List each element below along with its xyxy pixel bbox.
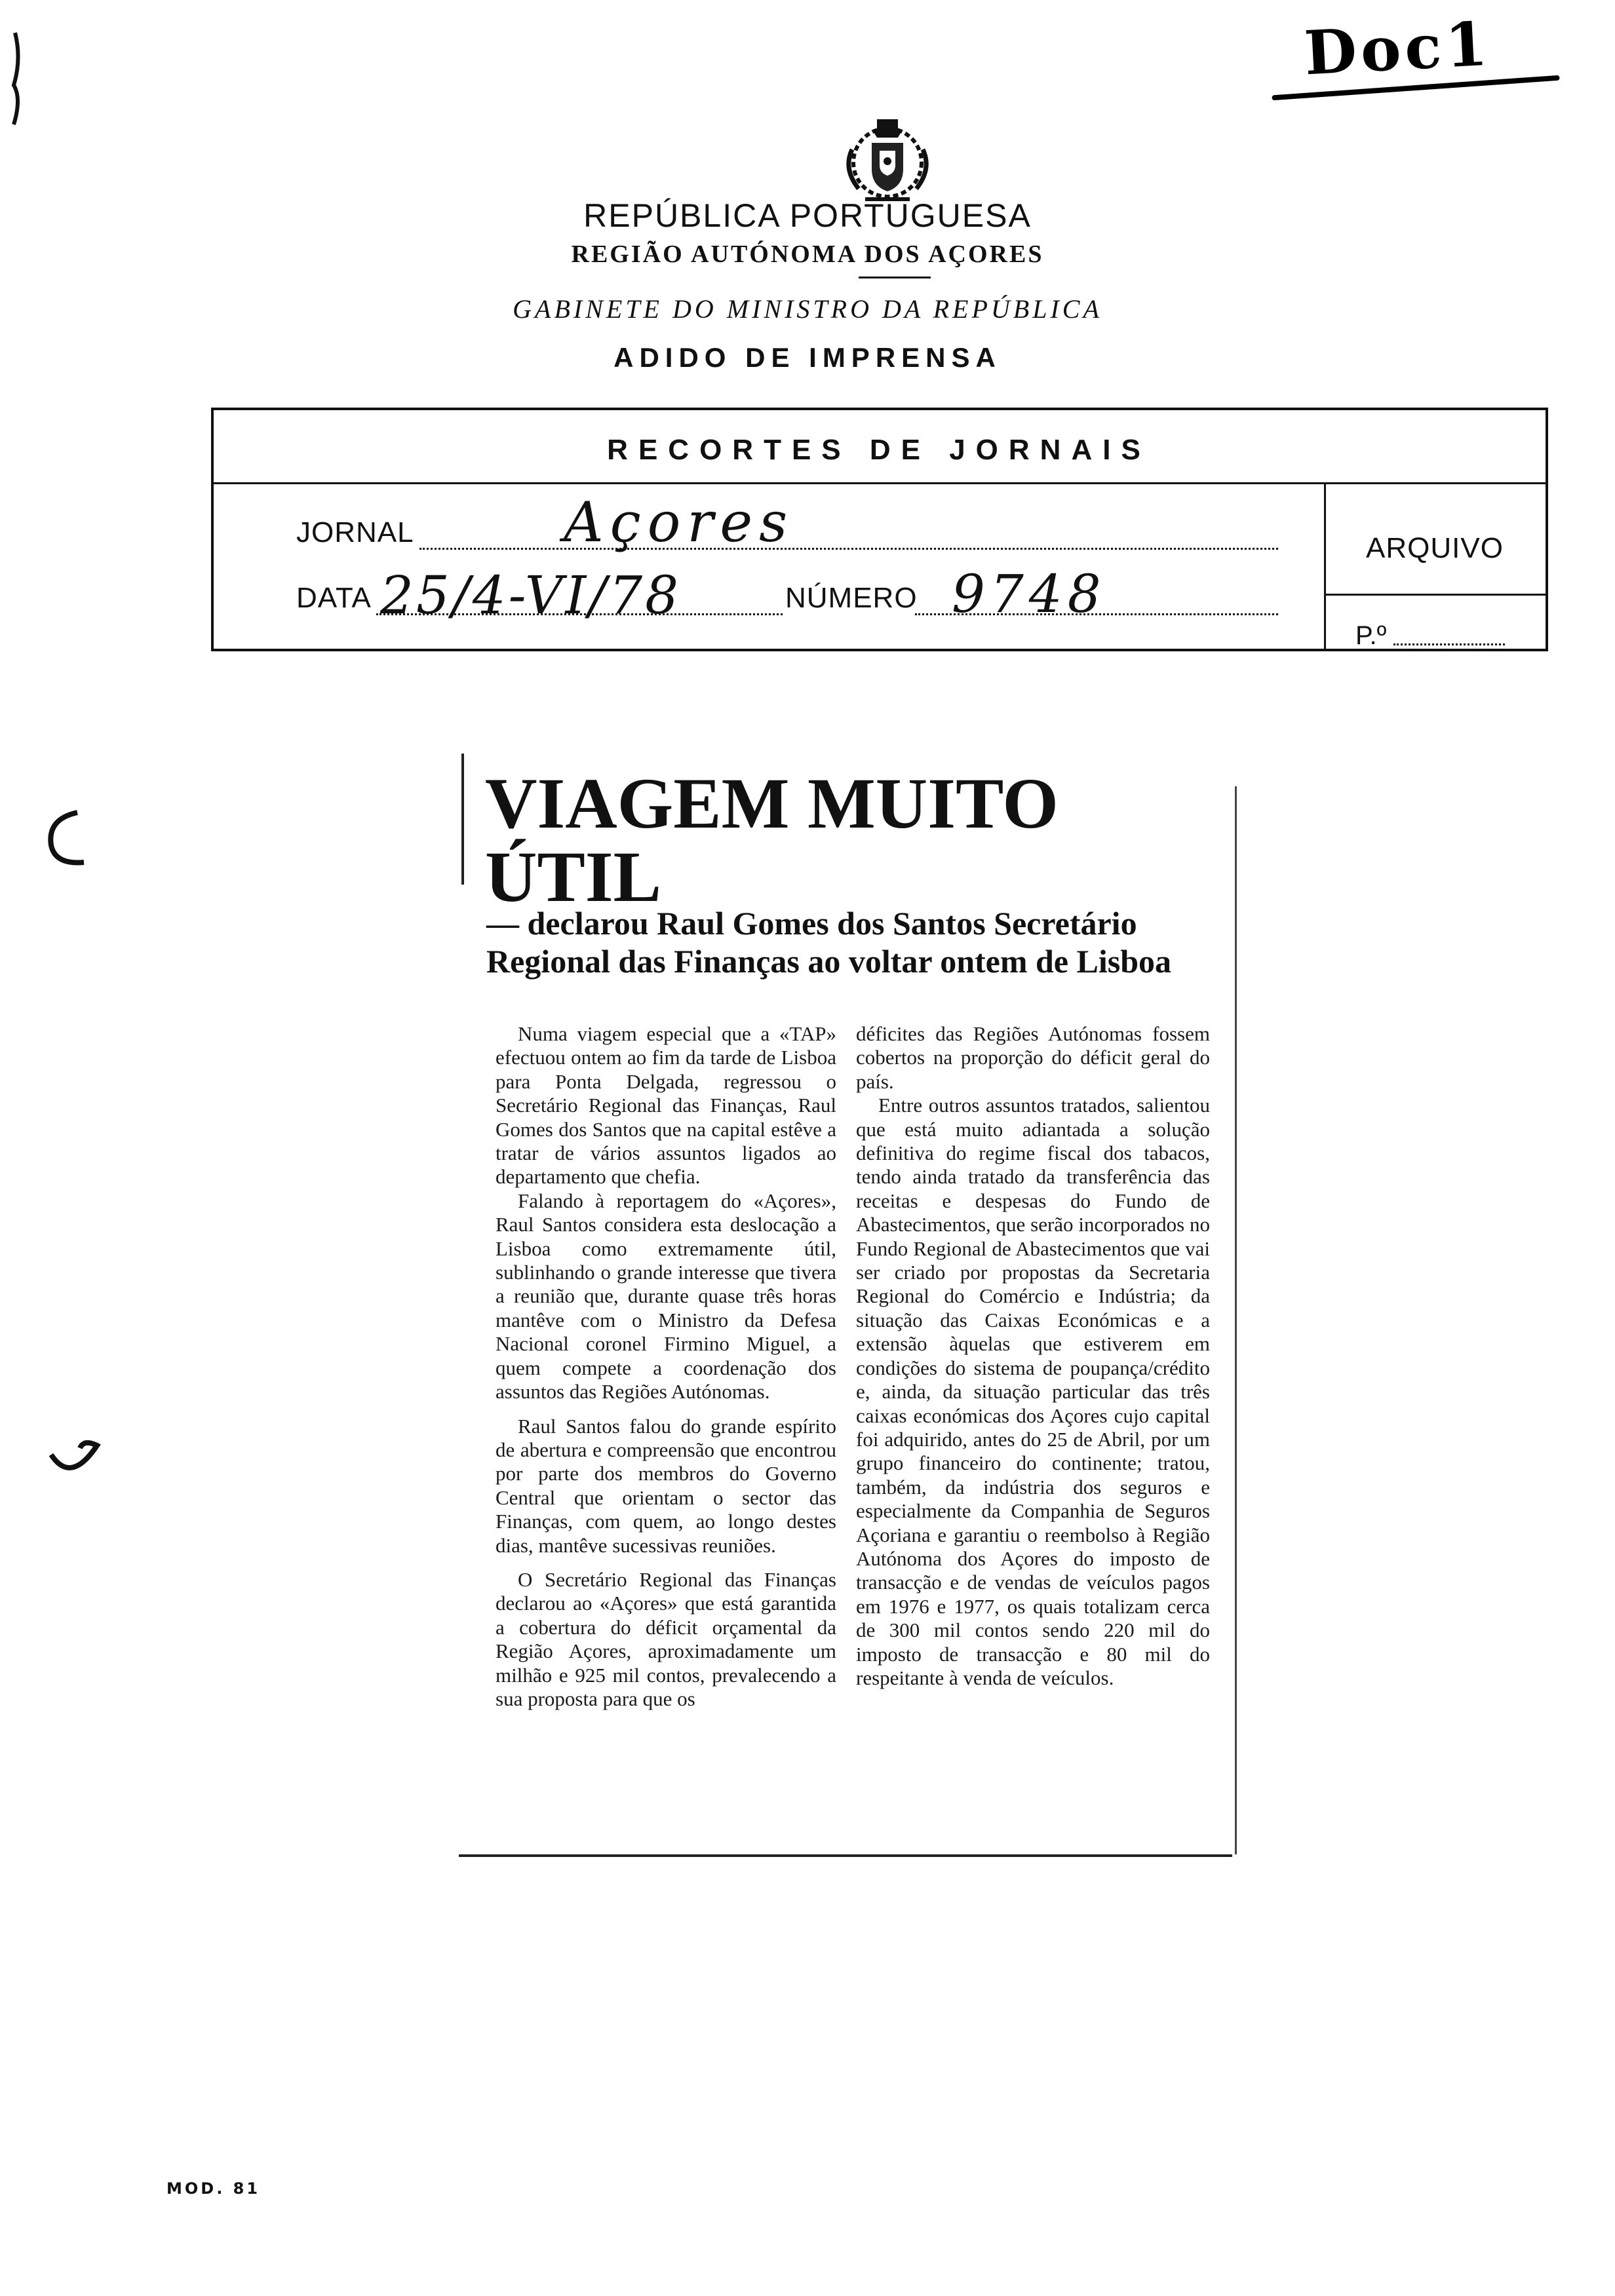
clipping-bottom-edge [459, 1854, 1232, 1857]
article-headline: VIAGEM MUITO ÚTIL [485, 763, 1059, 917]
data-value-handwritten: 25/4-VI/78 [380, 565, 681, 626]
article-paragraph: O Secretário Regional das Finanças declarou ao «Açores» que está garantida a cobertura do déficit orçamental da Região Açores, aproximadamente um milhão e 925 mil contos, prevalecendo a sua proposta para que os [496, 1567, 836, 1710]
article-column-2 [856, 1022, 1210, 1690]
clipping-right-edge [1235, 786, 1237, 1854]
form-title: RECORTES DE JORNAIS [607, 434, 1151, 466]
arquivo-label: ARQUIVO [1366, 532, 1504, 564]
article-paragraph: déficites das Regiões Autónomas fossem cobertos na proporção do déficit geral do país. [856, 1022, 1210, 1093]
hole-punch-mark [39, 799, 98, 871]
article-subheadline: — declarou Raul Gomes dos Santos Secretário Regional das Finanças ao voltar ontem de Lisboa [486, 905, 1171, 980]
data-label: DATA [296, 582, 372, 614]
po-field-line [1393, 643, 1505, 645]
cabinet-title: GABINETE DO MINISTRO DA REPÚBLICA [513, 294, 1102, 324]
margin-mark [1, 26, 40, 144]
archive-divider [1325, 594, 1546, 596]
jornal-value-handwritten: Açores [564, 490, 794, 554]
region-title: REGIÃO AUTÓNOMA DOS AÇORES [571, 240, 1044, 268]
clipping-left-edge [461, 754, 464, 885]
header-divider [859, 277, 931, 278]
doc-mark-handwritten: Doc1 [1302, 8, 1493, 89]
po-label: P.º [1355, 621, 1387, 650]
jornal-label: JORNAL [296, 516, 414, 548]
article-paragraph: Raul Santos falou do grande espírito de abertura e compreensão que encontrou por parte dos membros do Governo Central que orientam o sector das Finanças, com quem, ao longo destes dias, mantêve sucessivas reuniões. [496, 1414, 836, 1557]
article-paragraph: Numa viagem especial que a «TAP» efectuou ontem ao fim da tarde de Lisboa para Ponta Delgada, regressou o Secretário Regional das Finanças, Raul Gomes dos Santos que na capital estêve a tratar de vários assuntos ligados ao departamento que chefia. [496, 1022, 836, 1189]
numero-label: NÚMERO [785, 582, 918, 614]
hole-punch-mark [39, 1428, 111, 1487]
numero-value-handwritten: 9748 [952, 564, 1106, 624]
form-column-divider [1324, 484, 1326, 650]
article-paragraph: Falando à reportagem do «Açores», Raul Santos considera esta deslocação a Lisboa como extremamente útil, sublinhando o grande interesse que tivera a reunião que, durante quase três horas mantêve com o Ministro da Defesa Nacional coronel Firmino Miguel, a quem compete a coordenação dos assuntos das Regiões Autónomas. [496, 1189, 836, 1404]
form-title-divider [214, 482, 1546, 484]
press-attache-title: ADIDO DE IMPRENSA [613, 342, 1002, 373]
coat-of-arms-icon [839, 110, 936, 208]
article-column-1 [496, 1022, 836, 1711]
jornal-field-line [419, 548, 1278, 550]
republic-title: REPÚBLICA PORTUGUESA [583, 197, 1032, 234]
form-model-number: MOD. 81 [166, 2179, 261, 2198]
article-paragraph: Entre outros assuntos tratados, salientou que está muito adiantada a solução definitiva do regime fiscal dos tabacos, tendo ainda tratado da transferência das receitas e despesas do Fundo de Abastecimentos, que serão incorporados no Fundo Regional de Abastecimentos que vai ser criado por propostas da Secretaria Regional do Comércio e Indústria; da situação das Caixas Económicas e a extensão àquelas que estiverem em condições do sistema de poupança/crédito e, ainda, da situação particular das três caixas económicas dos Açores cujo capital foi adquirido, antes do 25 de Abril, por um grupo financeiro do continente; tratou, também, da indústria dos seguros e especialmente da Companhia de Seguros Açoriana e garantiu o reembolso à Região Autónoma dos Açores do imposto de transacção e de vendas de veículos pagos em 1976 e 1977, os quais totalizam cerca de 300 mil contos sendo 220 mil do imposto de transacção e 80 mil do respeitante à venda de veículos. [856, 1094, 1210, 1689]
